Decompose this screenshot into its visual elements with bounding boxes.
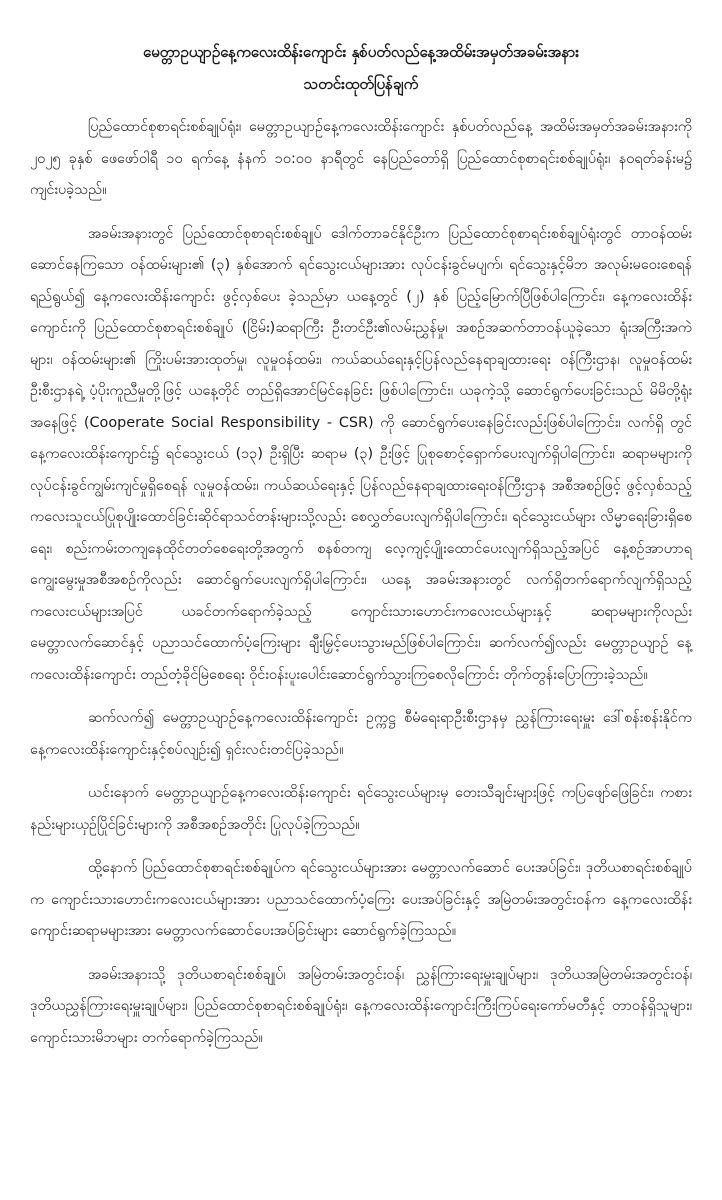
paragraph-performance: ယင်းနောက် မေတ္တာဥယျာဉ်နေ့ကလေးထိန်းကျောင်း ရင်သွေးငယ်များမှ တေးသီချင်းများဖြင့် ကပြဖျော်ဖြေခြင်း၊ ကစားနည်းများယှဉ်ပြိုင်ခြင်းများကို အစီအစဉ်အတိုင်း ပြုလုပ်ခဲ့ကြသည်။ — [30, 785, 692, 833]
paragraph-speech: အခမ်းအနားတွင် ပြည်ထောင်စုစာရင်းစစ်ချုပ် ဒေါက်တာခင်နိုင်ဦးက ပြည်ထောင်စုစာရင်းစစ်ချုပ်ရုံးတွင် တာဝန်ထမ်းဆောင်နေကြသော ဝန်ထမ်းများ၏ (၃) နှစ်အောက် ရင်သွေးငယ်များအား လုပ်ငန်းခွင်မပျက်၊ ရင်သွေးနှင့်မိဘ အလုမ်းမဝေးစေရန် ရည်ရွယ်၍ နေ့ကလေးထိန်းကျောင်း ဖွင့်လှစ်ပေး ခဲ့သည်မှာ ယနေ့တွင် (၂) နှစ် ပြည့်မြောက်ပြီဖြစ်ပါကြောင်း၊ နေ့ကလေးထိန်းကျောင်းကို ပြည်ထောင်စုစာရင်းစစ်ချုပ် (ငြိမ်း)ဆရာကြီး ဦးတင်ဦး၏လမ်းညွှန်မှု၊ အစဉ်အဆက်တာဝန်ယူခဲ့သော ရုံးအကြီးအကဲများ၊ ဝန်ထမ်းများ၏ ကြိုးပမ်းအားထုတ်မှု၊ လူမှုဝန်ထမ်း၊ ကယ်ဆယ်ရေးနှင့်ပြန်လည်နေရာချထားရေး ဝန်ကြီးဌာန၊ လူမှုဝန်ထမ်းဦးစီးဌာနရဲ့ ပံ့ပိုးကူညီမှုတို့ဖြင့် ယနေ့တိုင် တည်ရှိအောင်မြင်နေခြင်း ဖြစ်ပါကြောင်း၊ ယခုကဲ့သို့ ဆောင်ရွက်ပေးခြင်းသည် မိမိတို့ရုံးအနေဖြင့် (Cooperate Social Responsibility - CSR) ကို ဆောင်ရွက်ပေးနေခြင်းလည်းဖြစ်ပါကြောင်း၊ လက်ရှိ တွင် နေ့ကလေးထိန်းကျောင်း၌ ရင်သွေးငယ် (၁၃) ဦးရှိပြီး ဆရာမ (၃) ဦးဖြင့် ပြုစုစောင့်ရှောက်ပေးလျက်ရှိပါကြောင်း၊ ဆရာမများကို လုပ်ငန်းခွင်ကျွမ်းကျင်မှုရှိစေရန် လူမှုဝန်ထမ်း၊ ကယ်ဆယ်ရေးနှင့် ပြန်လည်နေရာချထားရေးဝန်ကြီးဌာန အစီအစဉ်ဖြင့် ဖွင့်လှစ်သည့် ကလေးသူငယ်ပြုစုပျိုးထောင်ခြင်းဆိုင်ရာသင်တန်းများသို့လည်း စေလွှတ်ပေးလျက်ရှိပါကြောင်း၊ ရင်သွေးငယ်များ လိမ္မာရေးခြားရှိစေရေး၊ စည်းကမ်းတကျနေထိုင်တတ်စေရေးတို့အတွက် စနစ်တကျ လေ့ကျင့်ပျိုးထောင်ပေးလျက်ရှိသည့်အပြင် နေ့စဉ်အာဟာရကျွေးမွေးမှုအစီအစဉ်ကိုလည်း ဆောင်ရွက်ပေးလျက်ရှိပါကြောင်း၊ ယနေ့ အခမ်းအနားတွင် လက်ရှိတက်ရောက်လျက်ရှိသည့် ကလေးငယ်များအပြင် ယခင်တက်ရောက်ခဲ့သည့် ကျောင်းသားဟောင်းကလေးငယ်များနှင့် ဆရာမများကိုလည်း မေတ္တာလက်ဆောင်နှင့် ပညာသင်ထောက်ပံ့ကြေးများ ချီးမြှင့်ပေးသွားမည်ဖြစ်ပါကြောင်း၊ ဆက်လက်၍လည်း မေတ္တာဥယျာဉ် နေ့ကလေးထိန်းကျောင်း တည်တံ့ခိုင်မြဲစေရေး ဝိုင်းဝန်းပူးပေါင်းဆောင်ရွက်သွားကြစေလိုကြောင်း တိုက်တွန်းပြောကြားခဲ့သည်။ — [30, 225, 692, 683]
paragraph-explanation: ဆက်လက်၍ မေတ္တာဥယျာဉ်နေ့ကလေးထိန်းကျောင်း ဥက္ကဋ္ဌ စီမံရေးရာဦးစီးဌာနမှ ညွှန်ကြားရေးမှူး ဒေါ်စန်းစန်းနိုင်က နေ့ကလေးထိန်းကျောင်းနှင့်စပ်လျဉ်း၍ ရှင်းလင်းတင်ပြခဲ့သည်။ — [30, 710, 692, 758]
paragraph-attendees: အခမ်းအနားသို့ ဒုတိယစာရင်းစစ်ချုပ်၊ အမြဲတမ်းအတွင်းဝန်၊ ညွှန်ကြားရေးမှူးချုပ်များ၊ ဒုတိယအမြဲတမ်းအတွင်းဝန်၊ ဒုတိယညွှန်ကြားရေးမှူးချုပ်များ၊ ပြည်ထောင်စုစာရင်းစစ်ချုပ်ရုံး၊ နေ့ကလေးထိန်းကျောင်းကြီးကြပ်ရေးကော်မတီနှင့် တာဝန်ရှိသူများ၊ ကျောင်းသားမိဘများ တက်ရောက်ခဲ့ကြသည်။ — [30, 966, 692, 1046]
paragraph-gifts: ထို့နောက် ပြည်ထောင်စုစာရင်းစစ်ချုပ်က ရင်သွေးငယ်များအား မေတ္တာလက်ဆောင် ပေးအပ်ခြင်း၊ ဒုတိယစာရင်းစစ်ချုပ်က ကျောင်းသားဟောင်းကလေးငယ်များအား ပညာသင်ထောက်ပံ့ကြေး ပေးအပ်ခြင်းနှင့် အမြဲတမ်းအတွင်းဝန်က နေ့ကလေးထိန်းကျောင်းဆရာမများအား မေတ္တာလက်ဆောင်ပေးအပ်ခြင်းများ ဆောင်ရွက်ခဲ့ကြသည်။ — [30, 860, 692, 939]
document-title-line-2: သတင်းထုတ်ပြန်ချက် — [303, 75, 419, 93]
paragraph-intro: ပြည်ထောင်စုစာရင်းစစ်ချုပ်ရုံး၊ မေတ္တာဥယျာဉ်နေ့ကလေးထိန်းကျောင်း နှစ်ပတ်လည်နေ့ အထိမ်းအမှတ်အခမ်းအနားကို ၂၀၂၅ ခုနှစ် ဖေဖော်ဝါရီ ၁၀ ရက်နေ့ နံနက် ၁၀:၀၀ နာရီတွင် နေပြည်တော်ရှိ ပြည်ထောင်စုစာရင်းစစ်ချုပ်ရုံး၊ န၀ရတ်ခန်းမ၌ ကျင်းပခဲ့သည်။ — [30, 119, 692, 198]
document-title-line-1: မေတ္တာဥယျာဉ်နေ့ကလေးထိန်းကျောင်း နှစ်ပတ်လည်နေ့အထိမ်းအမှတ်အခမ်းအနား — [142, 43, 580, 61]
